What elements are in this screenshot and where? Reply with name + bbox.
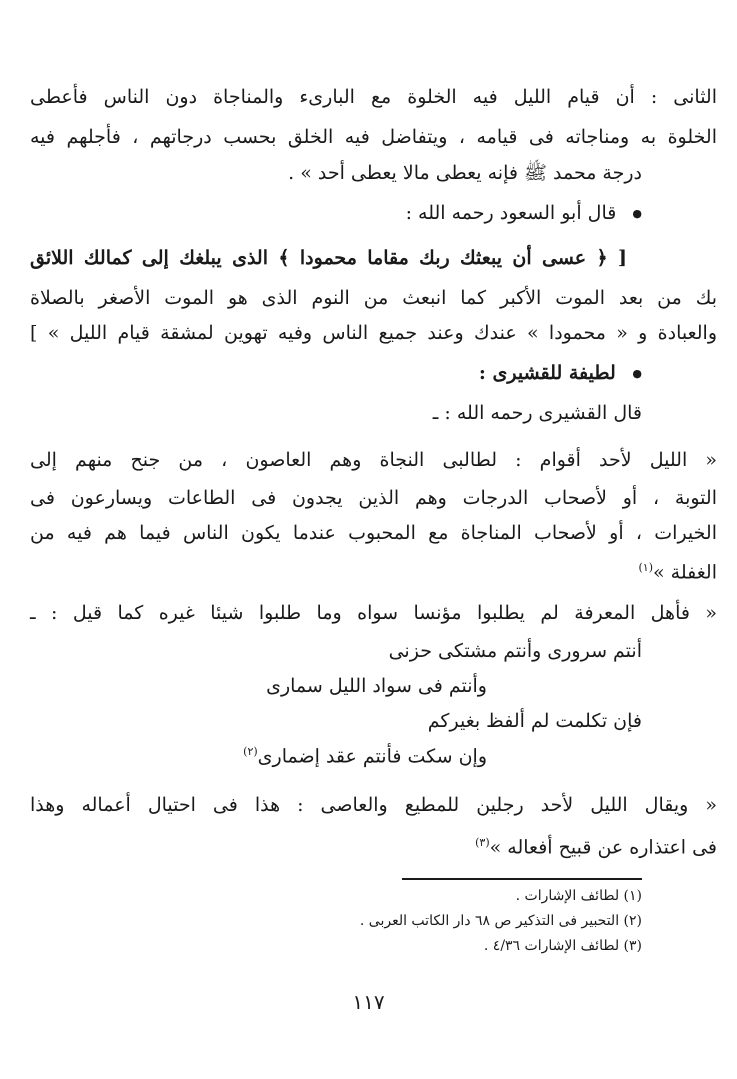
text-line-10: « الليل لأحد أقوام : لطالبى النجاة وهم العاصون ، من جنح منهم إلى [30, 449, 718, 471]
section-heading-text: لطيفة للقشيرى : [478, 362, 616, 384]
footnote-2: (٢) التحبير فى التذكير ص ٦٨ دار الكاتب العربى . [359, 913, 642, 929]
text-line-16-text: فى اعتذاره عن قبيح أفعاله » [489, 836, 717, 859]
footnote-mark-2: (٢) [243, 745, 258, 758]
text-line-11: التوبة ، أو لأصحاب الدرجات وهم الذين يجدون فى الطاعات ويسارعون فى [30, 487, 717, 509]
section-heading-qushayri [30, 358, 642, 389]
text-line-14: « فأهل المعرفة لم يطلبوا مؤنسا سواه وما طلبوا شيئا غيره كما قيل : ـ [30, 602, 717, 624]
text-line-2: الخلوة به ومناجاته فى قيامه ، ويتفاضل فيه الخلق بحسب درجاتهم ، فأجلهم فيه [30, 126, 717, 148]
text-line-6: بك من بعد الموت الأكبر كما انبعث من النوم الذى هو الموت الأصغر بالصلاة [30, 287, 717, 309]
verse-line-3: فإن تكلمت لم ألفظ بغيركم [427, 710, 642, 732]
page-number: ١١٧ [352, 990, 385, 1014]
footnote-1: (١) لطائف الإشارات . [515, 888, 642, 904]
quote-heading-abu-alsuud [30, 198, 642, 229]
verse-line-4-text: وإن سكت فأنتم عقد إضمارى [257, 745, 487, 768]
footnote-mark-1: (١) [638, 561, 653, 574]
verse-line-2: وأنتم فى سواد الليل سمارى [266, 675, 487, 697]
text-line-7: والعبادة و « محمودا » عندك وعند جميع الناس وفيه تهوين لمشقة قيام الليل » ] [30, 322, 717, 344]
verse-line-1: أنتم سرورى وأنتم مشتكى حزنى [388, 640, 642, 662]
footnote-mark-3: (٣) [475, 836, 490, 849]
text-line-15: « ويقال الليل لأحد رجلين للمطيع والعاصى : هذا فى احتيال أعماله وهذا [30, 794, 717, 816]
text-line-1: الثانى : أن قيام الليل فيه الخلوة مع البارىء والمناجاة دون الناس فأعطى [30, 86, 717, 108]
text-line-12: الخيرات ، أو لأصحاب المناجاة مع المحبوب عندما يكون الناس فيما هم فيه من [30, 522, 717, 544]
verse-line-4 [243, 745, 487, 767]
text-line-5: [ ﴿ عسى أن يبعثك ربك مقاما محمودا ﴾ الذى يبلغك إلى كمالك اللائق [30, 247, 627, 269]
text-line-13 [30, 553, 717, 587]
text-line-16 [30, 828, 717, 862]
footnote-divider [402, 878, 642, 880]
text-line-3: درجة محمد ﷺ فإنه يعطى مالا يعطى أحد » . [288, 162, 642, 184]
footnote-3: (٣) لطائف الإشارات ٤/٣٦ . [483, 938, 642, 954]
quote-heading-text: قال أبو السعود رحمه الله : [405, 202, 617, 224]
text-line-9: قال القشيرى رحمه الله : ـ [432, 402, 642, 424]
text-line-13-text: الغفلة » [653, 561, 717, 584]
